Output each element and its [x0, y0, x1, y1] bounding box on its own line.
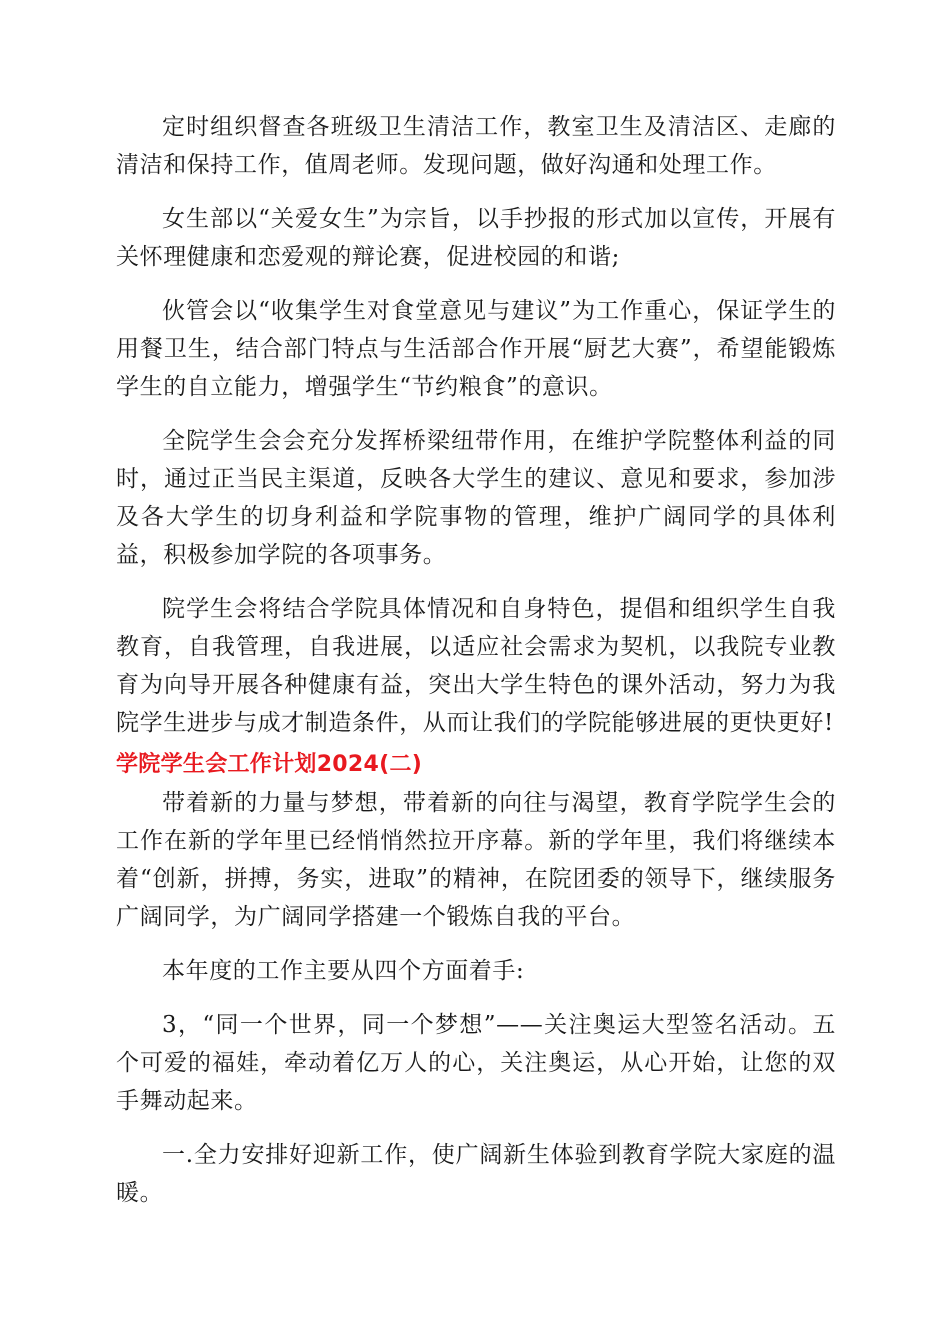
paragraph-self-education: 院学生会将结合学院具体情况和自身特色，提倡和组织学生自我教育，自我管理，自我进展，以适应社会需求为契机，以我院专业教育为向导开展各种健康有益，突出大学生特色的课外活动，努力为我院学生进步与成才制造条件，从而让我们的学院能够进展的更快更好!: [116, 596, 836, 736]
paragraph-girls-department: 女生部以“关爱女生”为宗旨，以手抄报的形式加以宣传，开展有关怀理健康和恋爱观的辩论赛，促进校园的和谐;: [116, 206, 836, 270]
paragraph-olympic-signing: 3，“同一个世界，同一个梦想”——关注奥运大型签名活动。五个可爱的福娃，牵动着亿万人的心，关注奥运，从心开始，让您的双手舞动起来。: [116, 1012, 836, 1114]
paragraph-new-year-intro: 带着新的力量与梦想，带着新的向往与渴望，教育学院学生会的工作在新的学年里已经悄悄然拉开序幕。新的学年里，我们将继续本着“创新，拼搏，务实，进取”的精神，在院团委的领导下，继续服务广阔同学，为广阔同学搭建一个锻炼自我的平台。: [116, 790, 836, 930]
paragraph-welcome-freshmen: 一.全力安排好迎新工作，使广阔新生体验到教育学院大家庭的温暖。: [116, 1142, 836, 1206]
section-heading: 学院学生会工作计划2024(二): [116, 752, 423, 777]
paragraph-bridge-role: 全院学生会会充分发挥桥梁纽带作用，在维护学院整体利益的同时，通过正当民主渠道，反映各大学生的建议、意见和要求，参加涉及各大学生的切身利益和学院事物的管理，维护广阔同学的具体利益，积极参加学院的各项事务。: [116, 428, 836, 568]
paragraph-four-aspects: 本年度的工作主要从四个方面着手:: [162, 958, 525, 984]
paragraph-canteen-committee: 伙管会以“收集学生对食堂意见与建议”为工作重心，保证学生的用餐卫生，结合部门特点与生活部合作开展“厨艺大赛”，希望能锻炼学生的自立能力，增强学生“节约粮食”的意识。: [116, 298, 836, 400]
paragraph-cleaning-inspection: 定时组织督查各班级卫生清洁工作，教室卫生及清洁区、走廊的清洁和保持工作，值周老师。发现问题，做好沟通和处理工作。: [116, 114, 836, 178]
document-body: [116, 108, 836, 1228]
